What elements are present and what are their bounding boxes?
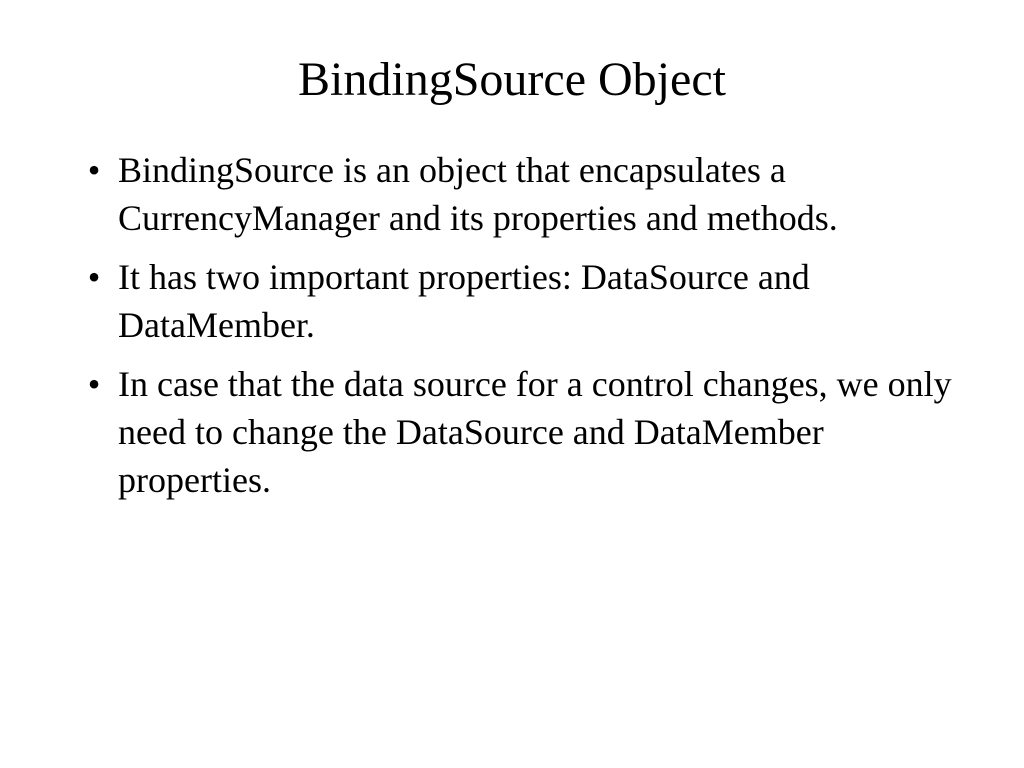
bullet-text: BindingSource is an object that encapsulates a CurrencyManager and its properties and methods. (118, 150, 838, 238)
bullet-item (76, 146, 956, 242)
bullet-item (76, 253, 956, 349)
bullet-text: It has two important properties: DataSource and DataMember. (118, 257, 810, 345)
bullet-item (76, 360, 956, 504)
bullet-marker: • (87, 257, 101, 297)
bullet-text: In case that the data source for a control changes, we only need to change the DataSource and DataMember properties. (118, 364, 952, 500)
slide-title: BindingSource Object (298, 53, 726, 106)
bullet-list (76, 146, 956, 515)
bullet-marker: • (87, 150, 101, 190)
bullet-marker: • (87, 364, 101, 404)
